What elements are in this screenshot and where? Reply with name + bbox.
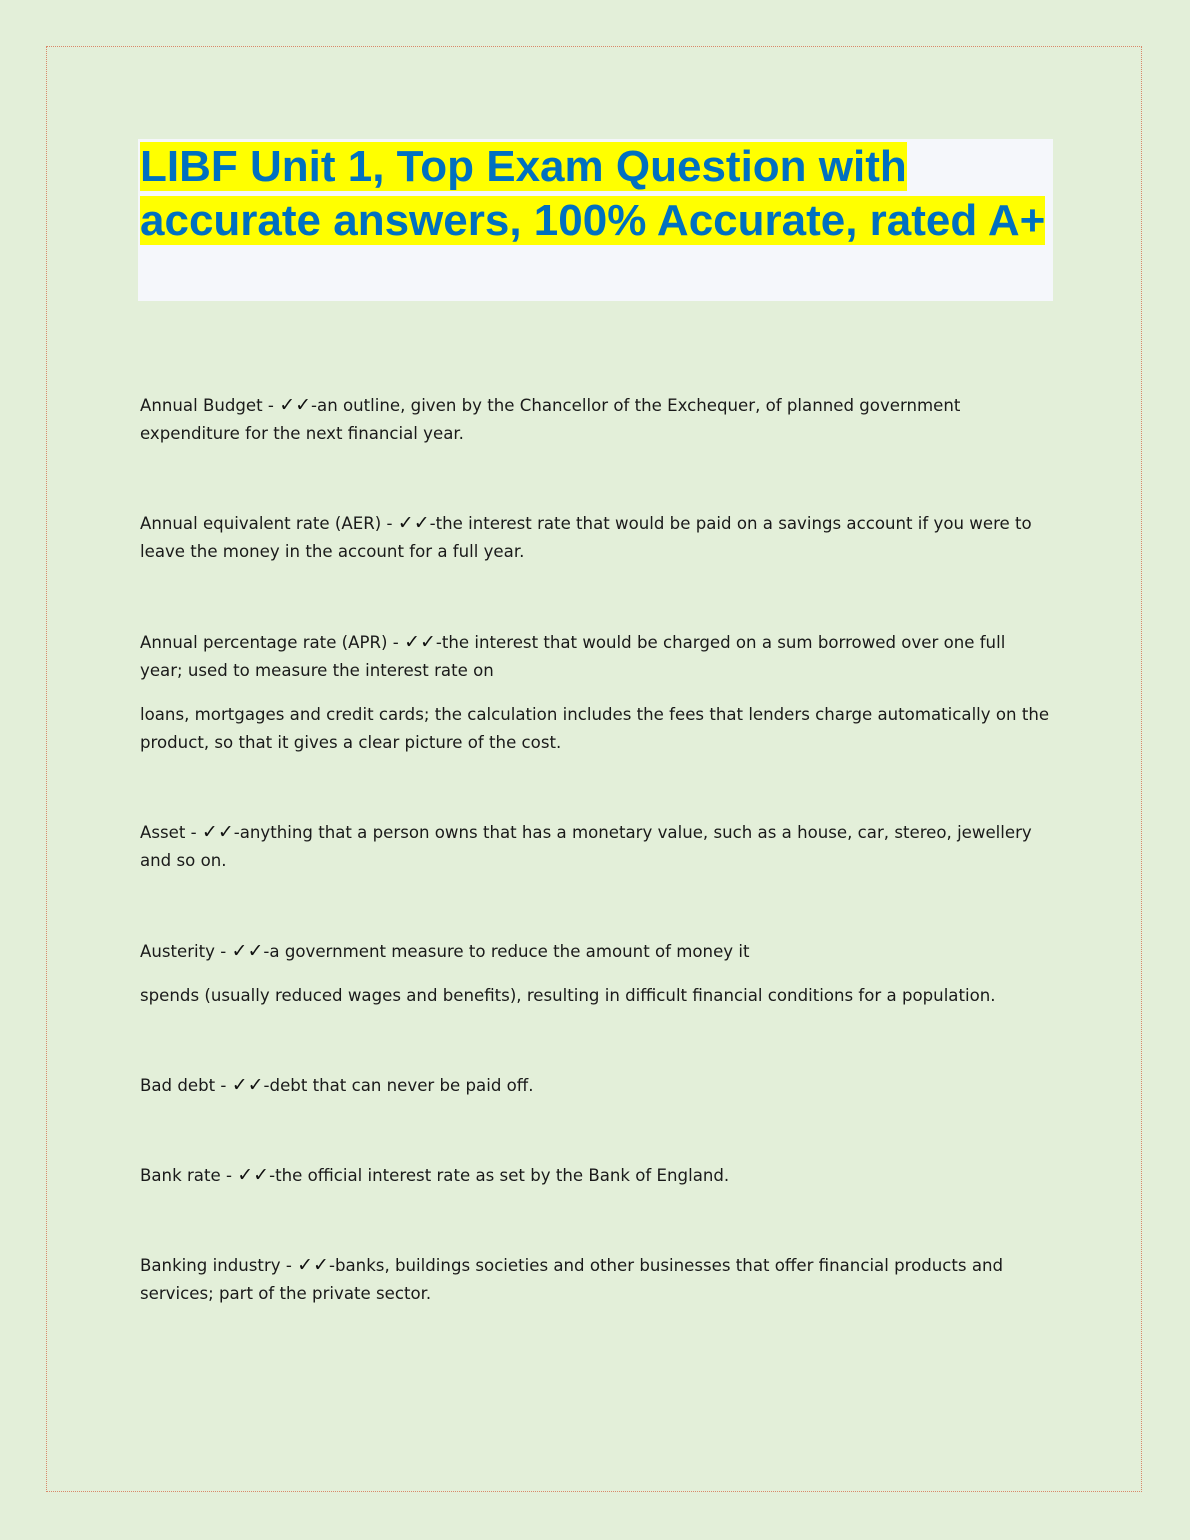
entry-text: Annual percentage rate (APR) - ✓✓-the interest that would be charged on a sum borrowed over one full year; used to measure the interest rate on: [140, 631, 1006, 680]
entry-term: Bank rate: [140, 1166, 221, 1185]
glossary-entry: [140, 937, 1052, 1010]
entry-term: Annual equivalent rate (AER): [140, 514, 382, 533]
entry-term: Austerity: [140, 942, 215, 961]
double-check-icon: ✓✓: [231, 940, 264, 962]
entry-definition: the interest rate that would be paid on a savings account if you were to leave the money in the account for a full year.: [140, 514, 1032, 561]
entry-text: Banking industry - ✓✓-banks, buildings societies and other businesses that offer financial products and services; part of the private sector.: [140, 1254, 1004, 1303]
entry-definition: debt that can never be paid off.: [269, 1076, 534, 1095]
entry-continuation: loans, mortgages and credit cards; the calculation includes the fees that lenders charge automatically on the product, so that it gives a clear picture of the cost.: [140, 705, 1050, 752]
double-check-icon: ✓✓: [279, 394, 312, 416]
entry-term: Asset: [140, 823, 186, 842]
glossary-entry: [140, 1161, 1052, 1190]
double-check-icon: ✓✓: [231, 1074, 264, 1096]
glossary-entry: [140, 628, 1052, 757]
double-check-icon: ✓✓: [404, 631, 436, 653]
entry-term: Annual percentage rate (APR): [140, 633, 388, 652]
document-title: [140, 140, 1050, 248]
entry-text: Asset - ✓✓-anything that a person owns that has a monetary value, such as a house, car, stereo, jewellery and so on.: [140, 821, 1032, 870]
entry-term: Annual Budget: [140, 396, 263, 415]
entry-continuation: spends (usually reduced wages and benefits), resulting in difficult financial conditions for a population.: [140, 986, 996, 1005]
entry-definition: the interest that would be charged on a sum borrowed over one full year; used to measure the interest rate on: [140, 633, 1006, 680]
double-check-icon: ✓✓: [297, 1254, 329, 1276]
entry-text: Bad debt - ✓✓-debt that can never be paid off.: [140, 1074, 534, 1096]
glossary-entry: [140, 818, 1052, 875]
entry-text: Bank rate - ✓✓-the official interest rate as set by the Bank of England.: [140, 1164, 730, 1186]
glossary-entry: [140, 391, 1052, 448]
double-check-icon: ✓✓: [201, 821, 234, 843]
double-check-icon: ✓✓: [397, 512, 430, 534]
entry-term: Bad debt: [140, 1076, 216, 1095]
entry-definition: a government measure to reduce the amount of money it: [269, 942, 750, 961]
entry-definition: an outline, given by the Chancellor of the Exchequer, of planned government expenditure for the next financial year.: [140, 396, 961, 443]
entry-definition: anything that a person owns that has a monetary value, such as a house, car, stereo, jewellery and so on.: [140, 823, 1032, 870]
entry-text: Austerity - ✓✓-a government measure to reduce the amount of money it: [140, 940, 750, 962]
entry-text: Annual Budget - ✓✓-an outline, given by the Chancellor of the Exchequer, of planned government expenditure for the next financial year.: [140, 394, 961, 443]
entry-definition: banks, buildings societies and other businesses that offer financial products and services; part of the private sector.: [140, 1256, 1004, 1303]
entry-text: Annual equivalent rate (AER) - ✓✓-the interest rate that would be paid on a savings account if you were to leave the money in the account for a full year.: [140, 512, 1032, 561]
title-highlight: LIBF Unit 1, Top Exam Question with accurate answers, 100% Accurate, rated A+: [140, 142, 1046, 245]
entry-definition: the official interest rate as set by the Bank of England.: [275, 1166, 730, 1185]
entry-term: Banking industry: [140, 1256, 281, 1275]
glossary-entry: [140, 509, 1052, 566]
glossary-entry: [140, 1251, 1052, 1308]
glossary-entry: [140, 1071, 1052, 1100]
double-check-icon: ✓✓: [237, 1164, 270, 1186]
